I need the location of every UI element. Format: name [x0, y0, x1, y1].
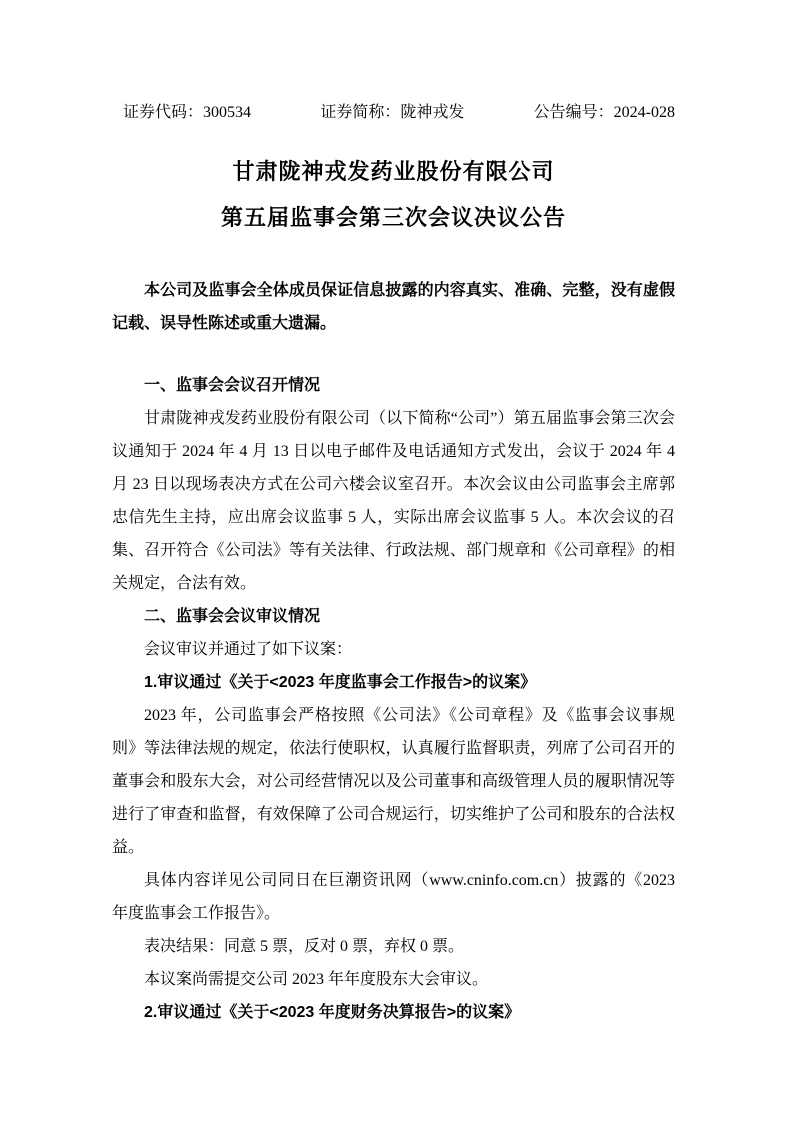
disclaimer-paragraph: 本公司及监事会全体成员保证信息披露的内容真实、准确、完整，没有虚假记载、误导性陈述或重大遗漏。 — [112, 282, 675, 332]
proposal-2-heading: 2.审议通过《关于<2023 年度财务决算报告>的议案》 — [144, 1004, 521, 1021]
announcement-title: 第五届监事会第三次会议决议公告 — [220, 205, 566, 230]
securities-header-row — [112, 103, 675, 122]
proposal-1-disclosure: 具体内容详见公司同日在巨潮资讯网（www.cninfo.com.cn）披露的《2023 年度监事会工作报告》。 — [112, 872, 675, 922]
stock-short-name: 证券简称：陇神戎发 — [320, 104, 465, 121]
proposal-1-heading: 1.审议通过《关于<2023 年度监事会工作报告>的议案》 — [144, 674, 537, 691]
company-title: 甘肃陇神戎发药业股份有限公司 — [232, 159, 555, 184]
proposal-1-note: 本议案尚需提交公司 2023 年年度股东大会审议。 — [144, 971, 489, 988]
section-2-heading: 二、监事会会议审议情况 — [144, 608, 321, 625]
section-1-body: 甘肃陇神戎发药业股份有限公司（以下简称“公司”）第五届监事会第三次会议通知于 2024 年 4 月 13 日以电子邮件及电话通知方式发出，会议于 2024 年 4 月 23 日以现场表决方式在公司六楼会议室召开。本次会议由公司监事会主席郭忠信先生主持，应出席会议监事 5 人，实际出席会议监事 5 人。本次会议的召集、召开符合《公司法》等有关法律、行政法规、部门规章和《公司章程》的相关规定，合法有效。 — [112, 410, 675, 592]
proposal-1-vote-result: 表决结果：同意 5 票，反对 0 票，弃权 0 票。 — [144, 938, 465, 955]
stock-code: 证券代码：300534 — [123, 104, 252, 121]
proposal-1-body: 2023 年，公司监事会严格按照《公司法》《公司章程》及《监事会议事规则》等法律法规的规定，依法行使职权，认真履行监督职责，列席了公司召开的董事会和股东大会，对公司经营情况以及公司董事和高级管理人员的履职情况等进行了审查和监督，有效保障了公司合规运行，切实维护了公司和股东的合法权益。 — [112, 707, 675, 856]
announcement-number: 公告编号：2024-028 — [533, 104, 675, 121]
section-1-heading: 一、监事会会议召开情况 — [144, 377, 321, 394]
section-2-intro: 会议审议并通过了如下议案： — [144, 641, 353, 658]
